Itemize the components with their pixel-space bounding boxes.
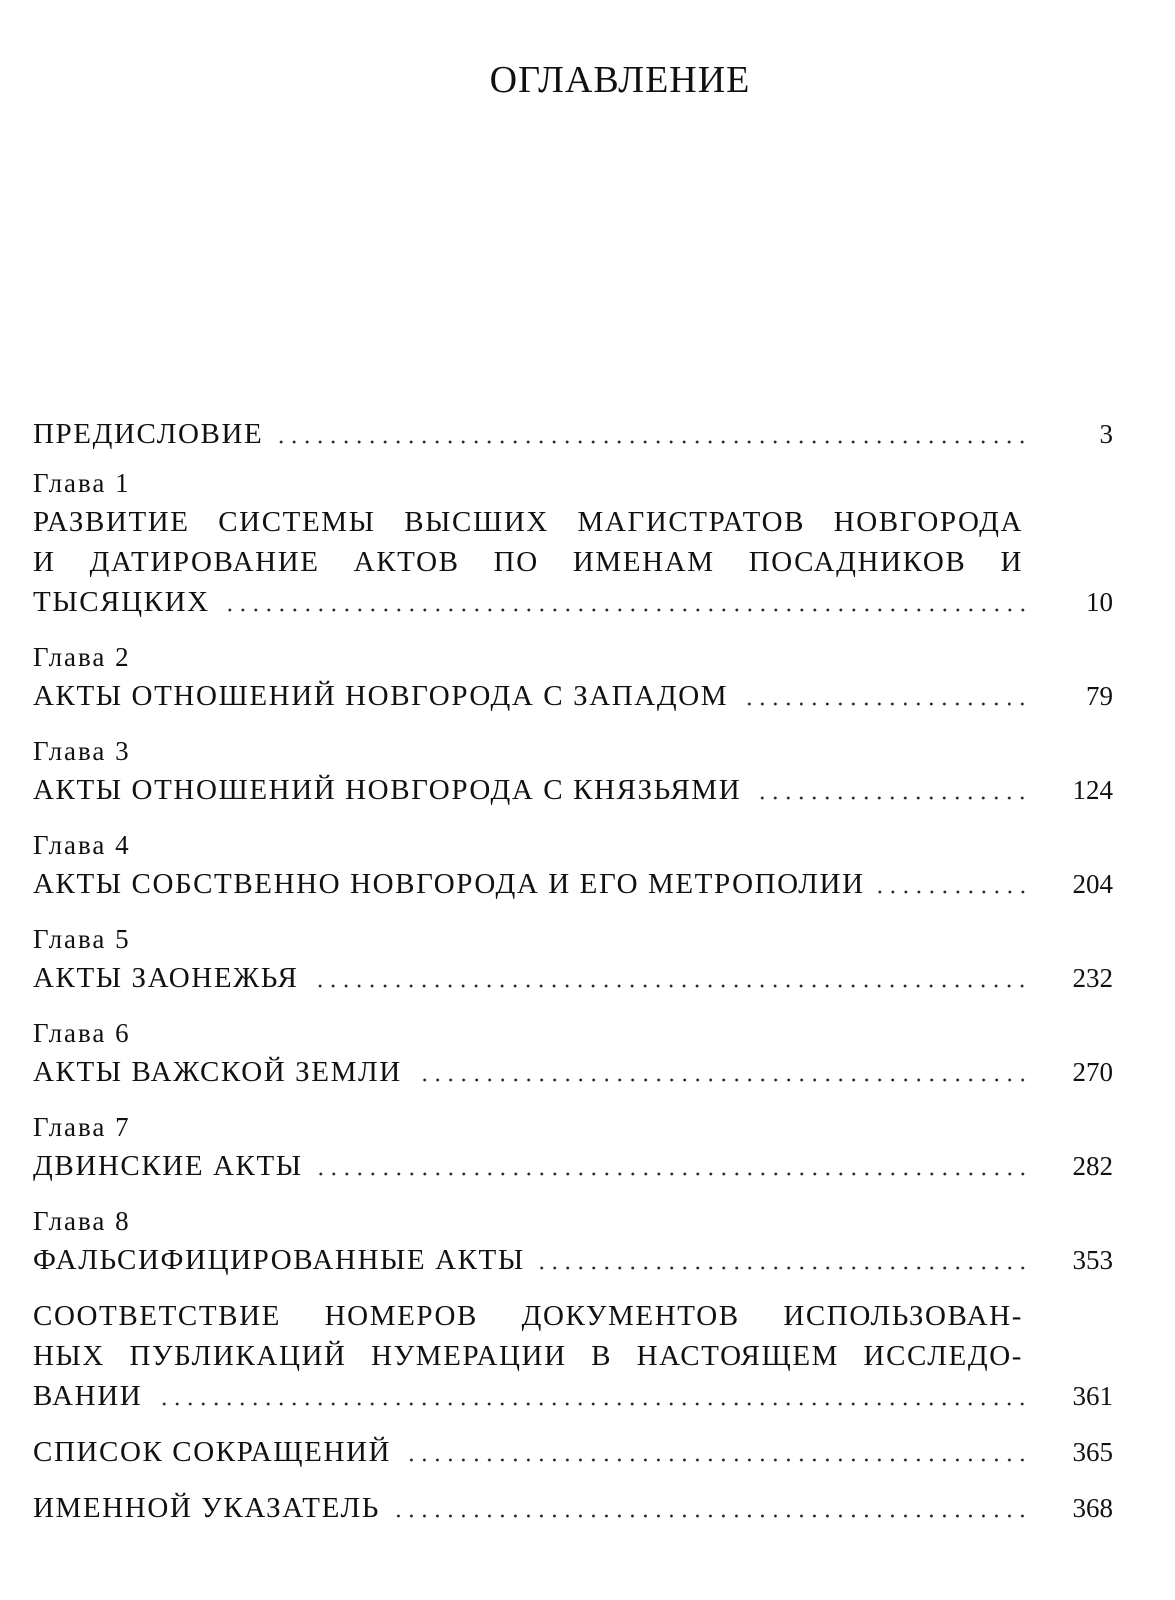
toc-page-number: 124 <box>1072 775 1113 805</box>
toc-page-number: 3 <box>1099 419 1113 449</box>
chapter-label: Глава 4 <box>33 830 131 860</box>
toc-entry-line <box>33 414 1113 454</box>
toc-entry-title-line: СООТВЕТСТВИЕ НОМЕРОВ ДОКУМЕНТОВ ИСПОЛЬЗОВАН- <box>33 1300 1023 1332</box>
toc-entry-line <box>33 770 1113 810</box>
toc-page-number: 10 <box>1086 587 1113 617</box>
toc-entry-title: ФАЛЬСИФИЦИРОВАННЫЕ АКТЫ <box>33 1244 525 1276</box>
chapter-label: Глава 8 <box>33 1206 131 1236</box>
toc-page-number: 368 <box>1072 1493 1113 1523</box>
toc-entry-title: ДВИНСКИЕ АКТЫ <box>33 1150 303 1182</box>
toc-entry-chapter-3[interactable] <box>33 732 1113 810</box>
page-title: ОГЛАВЛЕНИЕ <box>489 59 751 101</box>
toc-entry-line <box>33 1240 1113 1280</box>
dot-leader <box>315 1172 1029 1176</box>
toc-entry-chapter-7[interactable] <box>33 1108 1113 1186</box>
dot-leader <box>877 890 1029 894</box>
toc-entry-concordance[interactable] <box>33 1296 1113 1416</box>
toc-entry-title: АКТЫ ЗАОНЕЖЬЯ <box>33 962 299 994</box>
dot-leader <box>414 1078 1029 1082</box>
toc-entry-line <box>33 676 1113 716</box>
chapter-label: Глава 7 <box>33 1112 131 1142</box>
toc-entry-chapter-6[interactable] <box>33 1014 1113 1092</box>
toc-entry-title-line: РАЗВИТИЕ СИСТЕМЫ ВЫСШИХ МАГИСТРАТОВ НОВГОРОДА <box>33 506 1023 538</box>
dot-leader <box>310 984 1029 988</box>
toc-entry-title: АКТЫ СОБСТВЕННО НОВГОРОДА И ЕГО МЕТРОПОЛИИ <box>33 868 865 900</box>
toc-entry-title-line: И ДАТИРОВАНИЕ АКТОВ ПО ИМЕНАМ ПОСАДНИКОВ И <box>33 546 1023 578</box>
chapter-label: Глава 5 <box>33 924 131 954</box>
dot-leader <box>275 440 1029 444</box>
chapter-label: Глава 3 <box>33 736 131 766</box>
toc-page-number: 365 <box>1072 1437 1113 1467</box>
toc-page-number: 353 <box>1072 1245 1113 1275</box>
toc-entry-title: АКТЫ ВАЖСКОЙ ЗЕМЛИ <box>33 1056 402 1088</box>
toc-entry-line <box>33 1432 1113 1472</box>
toc-page-number: 270 <box>1072 1057 1113 1087</box>
toc-entry-title: АКТЫ ОТНОШЕНИЙ НОВГОРОДА С ЗАПАДОМ <box>33 680 729 712</box>
toc-entry-chapter-5[interactable] <box>33 920 1113 998</box>
toc-page-number: 204 <box>1072 869 1113 899</box>
toc-entry-name-index[interactable] <box>33 1488 1113 1528</box>
toc-entry-line <box>33 958 1113 998</box>
toc-entry-title: СПИСОК СОКРАЩЕНИЙ <box>33 1436 392 1468</box>
table-of-contents <box>33 414 1113 1528</box>
toc-page-number: 232 <box>1072 963 1113 993</box>
toc-entry-line <box>33 1146 1113 1186</box>
toc-entry-preface[interactable] <box>33 414 1113 454</box>
dot-leader <box>154 1402 1029 1406</box>
toc-entry-line <box>33 1488 1113 1528</box>
dot-leader <box>403 1458 1029 1462</box>
toc-page-number: 79 <box>1086 681 1113 711</box>
toc-entry-title: ТЫСЯЦКИХ <box>33 586 210 618</box>
toc-entry-chapter-1[interactable] <box>33 464 1113 622</box>
toc-entry-line <box>33 1376 1113 1416</box>
chapter-label: Глава 1 <box>33 468 131 498</box>
dot-leader <box>753 796 1029 800</box>
dot-leader <box>392 1514 1029 1518</box>
toc-entry-title: ВАНИИ <box>33 1380 143 1412</box>
toc-entry-abbreviations[interactable] <box>33 1432 1113 1472</box>
toc-entry-chapter-2[interactable] <box>33 638 1113 716</box>
chapter-label: Глава 6 <box>33 1018 131 1048</box>
toc-entry-line <box>33 1052 1113 1092</box>
toc-page-number: 361 <box>1072 1381 1113 1411</box>
toc-entry-title-line: НЫХ ПУБЛИКАЦИЙ НУМЕРАЦИИ В НАСТОЯЩЕМ ИССЛЕДО- <box>33 1340 1023 1372</box>
toc-entry-title: ИМЕННОЙ УКАЗАТЕЛЬ <box>33 1492 381 1524</box>
dot-leader <box>222 608 1029 612</box>
toc-entry-chapter-4[interactable] <box>33 826 1113 904</box>
chapter-label: Глава 2 <box>33 642 131 672</box>
toc-entry-line <box>33 582 1113 622</box>
toc-entry-title: АКТЫ ОТНОШЕНИЙ НОВГОРОДА С КНЯЗЬЯМИ <box>33 774 742 806</box>
toc-entry-chapter-8[interactable] <box>33 1202 1113 1280</box>
toc-entry-title: ПРЕДИСЛОВИЕ <box>33 418 264 450</box>
dot-leader <box>537 1266 1029 1270</box>
toc-page-number: 282 <box>1072 1151 1113 1181</box>
dot-leader <box>740 702 1029 706</box>
toc-entry-line <box>33 864 1113 904</box>
